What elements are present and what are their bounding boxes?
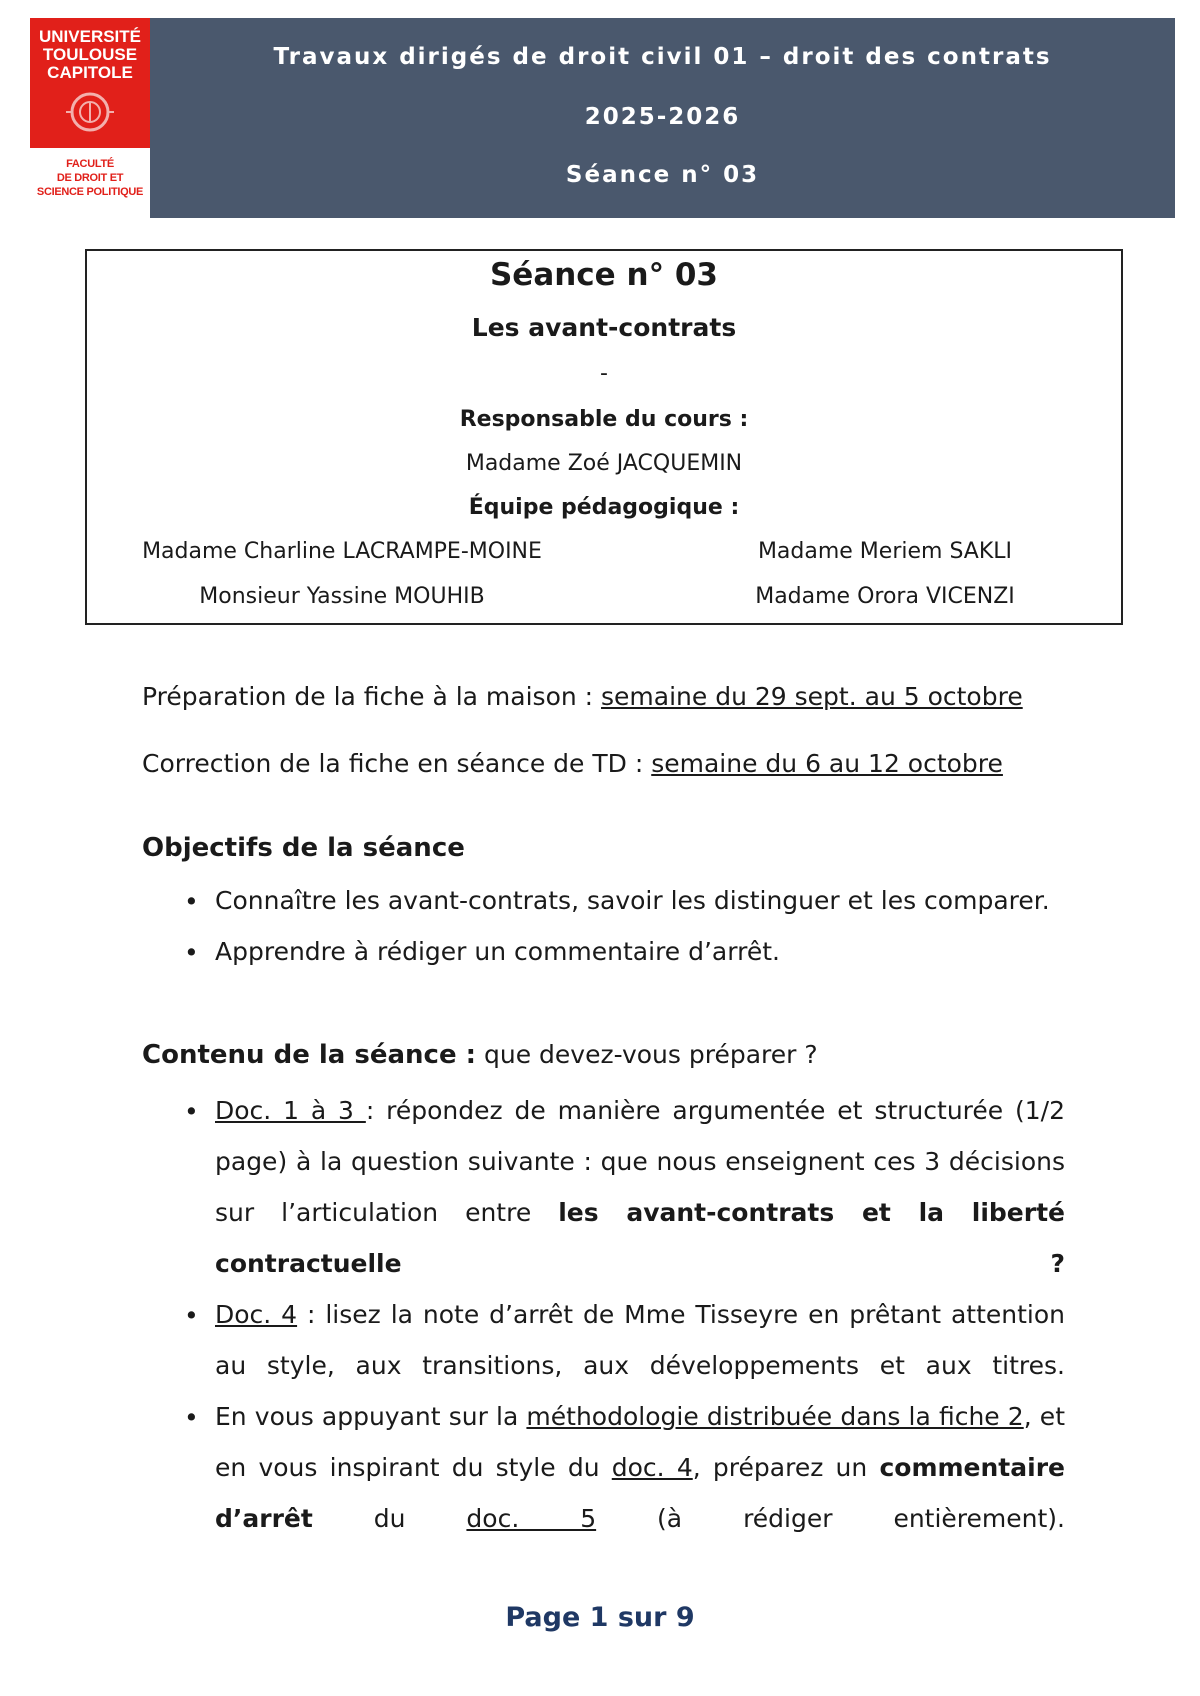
bullet-icon: • [184,1301,199,1330]
header-session: Séance n° 03 [565,162,760,188]
doc-4-link[interactable]: Doc. 4 [215,1300,298,1329]
logo-faculty-line-2: DE DROIT ET [56,172,124,184]
preparation-dates: semaine du 29 sept. au 5 octobre [601,682,1023,711]
preparation-label: Préparation de la fiche à la maison : [142,682,602,711]
bullet-icon: • [184,1097,199,1126]
doc-5-link[interactable]: doc. 5 [466,1504,597,1533]
content-item-3-emphasis: commentaire d’arrêt [215,1453,1065,1533]
header-year: 2025-2026 [584,104,741,130]
objective-item: Apprendre à rédiger un commentaire d’arrêt. [215,937,780,966]
correction-dates: semaine du 6 au 12 octobre [651,749,1003,778]
team-member: Monsieur Yassine MOUHIB [199,584,485,609]
course-lead-name: Madame Zoé JACQUEMIN [465,451,743,476]
logo-line-2: TOULOUSE [42,45,138,64]
header-title: Travaux dirigés de droit civil 01 – droit des contrats [273,44,1052,70]
content-item-2-text: : lisez la note d’arrêt de Mme Tisseyre en prêtant attention au style, aux transitions, aux développements et aux titres. [215,1300,1065,1380]
correction-line [142,749,1003,778]
objective-item: Connaître les avant-contrats, savoir les distinguer et les comparer. [215,886,1050,915]
correction-label: Correction de la fiche en séance de TD : [142,749,652,778]
separator-dash: - [600,361,608,386]
content-item-3 [215,1391,1065,1544]
team-member: Madame Meriem SAKLI [757,539,1013,564]
content-item-1-emphasis: les avant-contrats et la liberté contractuelle ? [215,1198,1066,1278]
course-lead-label: Responsable du cours : [459,407,749,432]
content-item-3-text-b: , et en vous inspirant du style du [215,1402,1065,1482]
logo-faculty-line-1: FACULTÉ [66,158,114,170]
bullet-icon: • [184,1403,199,1432]
content-item-3-text-a: En vous appuyant sur la [215,1402,527,1431]
logo-line-3: CAPITOLE [47,63,133,82]
content-item-3-text-d: du [312,1504,467,1533]
bullet-icon: • [184,938,199,967]
logo-faculty-box [30,148,150,218]
session-info-box [85,249,1123,625]
team-member: Madame Charline LACRAMPE-MOINE [142,539,542,564]
content-item-3-text-e: (à rédiger entièrement). [596,1504,1065,1533]
team-label: Équipe pédagogique : [468,495,740,520]
content-item-2 [215,1289,1065,1391]
content-item-1-text: : répondez de manière argumentée et structurée (1/2 page) à la question suivante : que nous enseignent ces 3 décisions sur l’articulation entre [215,1096,1066,1227]
seal-icon [66,88,114,136]
logo-line-1: UNIVERSITÉ [38,27,142,46]
content-subtitle: que devez-vous préparer ? [476,1040,818,1069]
team-member: Madame Orora VICENZI [755,584,1015,609]
content-title: Contenu de la séance : [142,1040,477,1070]
methodology-link[interactable]: méthodologie distribuée dans la fiche 2 [526,1402,1024,1431]
objectives-title: Objectifs de la séance [142,833,465,863]
preparation-line [142,682,1023,711]
session-topic: Les avant-contrats [471,313,737,342]
content-item-3-text-c: , préparez un [692,1453,880,1482]
content-heading [142,1040,818,1070]
content-item-1 [215,1085,1065,1289]
doc-4-style-link[interactable]: doc. 4 [611,1453,693,1482]
page-number: Page 1 sur 9 [505,1602,695,1633]
logo-faculty-line-3: SCIENCE POLITIQUE [36,186,144,198]
doc-1-3-link[interactable]: Doc. 1 à 3 [215,1096,366,1125]
session-title: Séance n° 03 [489,257,719,293]
university-logo [30,18,150,218]
bullet-icon: • [184,887,199,916]
